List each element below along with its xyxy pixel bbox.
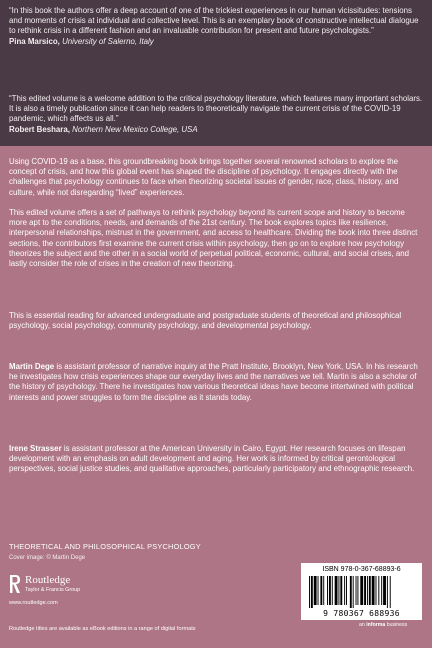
endorser-name: Robert Beshara, <box>9 124 70 134</box>
informa-brand: informa <box>366 622 386 628</box>
author-name: Irene Strasser <box>9 444 62 453</box>
cover-credit: Cover image: © Martin Dege <box>9 555 86 561</box>
description-paragraph: Using COVID-19 as a base, this groundbreaking book brings together several renowned scholars to explore the concept of crisis, and how this global event has shaped the discipline of psychology. It engages directly with the challenges that psychology continues to face when theorizing societal issues of gender, race, class, history, and culture, while not disregarding “lived” experiences. <box>9 157 399 197</box>
endorsement-quote: “In this book the authors offer a deep account of one of the trickiest experiences in our human vicissitudes: tensions and moments of crisis at individual and collective level. This is an exemplary book of constructive intellectual dialogue to rethink crisis in a different fashion and an invaluable contribution for present and future psychologists.” <box>9 6 419 36</box>
informa-business-tag <box>359 622 407 628</box>
publisher-name: Routledge <box>25 574 71 586</box>
routledge-logo-icon <box>9 574 21 594</box>
endorsement-box <box>0 0 432 146</box>
author-bio-text: is assistant professor at the American University in Cairo, Egypt. Her research focuses on lifespan development with an emphasis on adult development and aging. Her work is informed by critical gerontological perspectives, social justice studies, and qualitative approaches, particularly participatory and ethnographic research. <box>9 444 415 474</box>
author-name: Martin Dege <box>9 362 55 371</box>
endorser-name: Pina Marsico, <box>9 36 60 46</box>
informa-prefix: an <box>359 622 365 628</box>
publisher-group: Taylor & Francis Group <box>25 587 81 593</box>
informa-suffix: business <box>386 622 408 628</box>
barcode-panel <box>301 563 422 620</box>
author-bio <box>9 444 425 475</box>
isbn-label: ISBN 978-0-367-68893-6 <box>322 566 401 573</box>
ebook-note: Routledge titles are available as eBook editions in a range of digital formats <box>9 626 196 632</box>
author-bio <box>9 362 425 403</box>
endorsement-quote: “This edited volume is a welcome addition to the critical psychology literature, which features many important scholars. It is also a timely publication since it can help readers to theoretically navigate the current crisis of the COVID-19 pandemic, which affects us all.” <box>9 94 423 124</box>
barcode-icon <box>307 576 416 608</box>
barcode-digits: 9 780367 688936 <box>323 609 400 618</box>
description-paragraph: This edited volume offers a set of pathways to rethink psychology beyond its current scope and history to become more apt to the conditions, needs, and demands of the 21st century. The book explores topics like resilience, interpersonal relationships, mistrust in the government, and access to healthcare. Dividing the book into three distinct sections, the contributors first examine the current crisis within psychology, then go on to explore how psychology theorizes the subject and the other in a social world of perpetual political, economic, cultural, and social crises, and lastly consider the role of crises in the creation of new theorizing. <box>9 208 418 269</box>
series-title: THEORETICAL AND PHILOSOPHICAL PSYCHOLOGY <box>9 542 201 551</box>
endorsement-2 <box>9 94 425 135</box>
publisher-url[interactable]: www.routledge.com <box>9 600 58 606</box>
description-paragraph: This is essential reading for advanced undergraduate and postgraduate students of theoretical and philosophical psychology, social psychology, community psychology, and developmental psychology. <box>9 311 402 331</box>
endorser-affiliation: Northern New Mexico College, USA <box>72 124 198 134</box>
endorser-affiliation: University of Salerno, Italy <box>62 36 154 46</box>
author-bio-text: is assistant professor of narrative inquiry at the Pratt Institute, Brooklyn, New York, USA. In his research he investigates how crisis experiences shape our everyday lives and the narratives we tell. Martin is also a scholar of the history of psychology. There he investigates how various theoretical ideas have become intertwined with political interests and power struggles to form the discipline as it stands today. <box>9 362 418 402</box>
endorsement-1 <box>9 6 425 47</box>
